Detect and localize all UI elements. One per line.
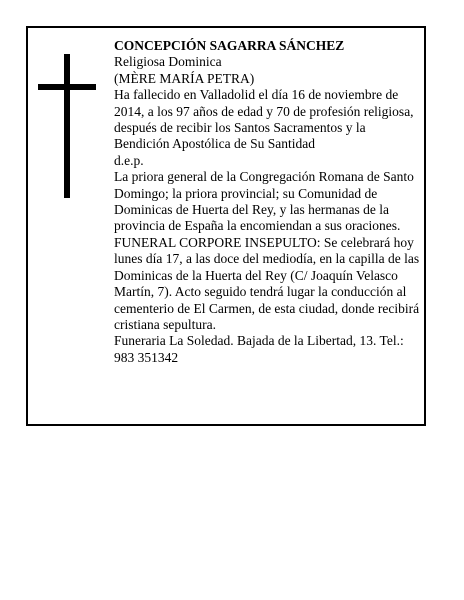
deceased-name: CONCEPCIÓN SAGARRA SÁNCHEZ xyxy=(114,38,345,53)
rip-abbreviation: d.e.p. xyxy=(114,152,144,168)
cross-horizontal-bar xyxy=(38,84,96,90)
cross-vertical-bar xyxy=(64,54,70,198)
death-announcement: Ha fallecido en Valladolid el día 16 de noviembre de 2014, a los 97 años de edad y 70 de profesión religiosa, después de recibir los Santos Sacramentos y la Bendición Apostólica de Su Santidad xyxy=(114,87,414,152)
religious-name: (MÈRE MARÍA PETRA) xyxy=(114,70,255,86)
religious-title: Religiosa Dominica xyxy=(114,54,222,70)
obituary-text xyxy=(114,38,420,366)
funeral-home-info: Funeraria La Soledad. Bajada de la Libertad, 13. Tel.: 983 351342 xyxy=(114,333,404,365)
family-announcement: La priora general de la Congregación Romana de Santo Domingo; la priora provincial; su Comunidad de Dominicas de Huerta del Rey, y las hermanas de la provincia de España la encomiendan a sus oraciones. xyxy=(114,169,414,234)
funeral-info: FUNERAL CORPORE INSEPULTO: Se celebrará hoy lunes día 17, a las doce del mediodía, en la capilla de las Dominicas de la Huerta del Rey (C/ Joaquín Velasco Martín, 7). Acto seguido tendrá lugar la conducción al cementerio de El Carmen, de esta ciudad, donde recibirá cristiana sepultura. xyxy=(114,234,420,332)
